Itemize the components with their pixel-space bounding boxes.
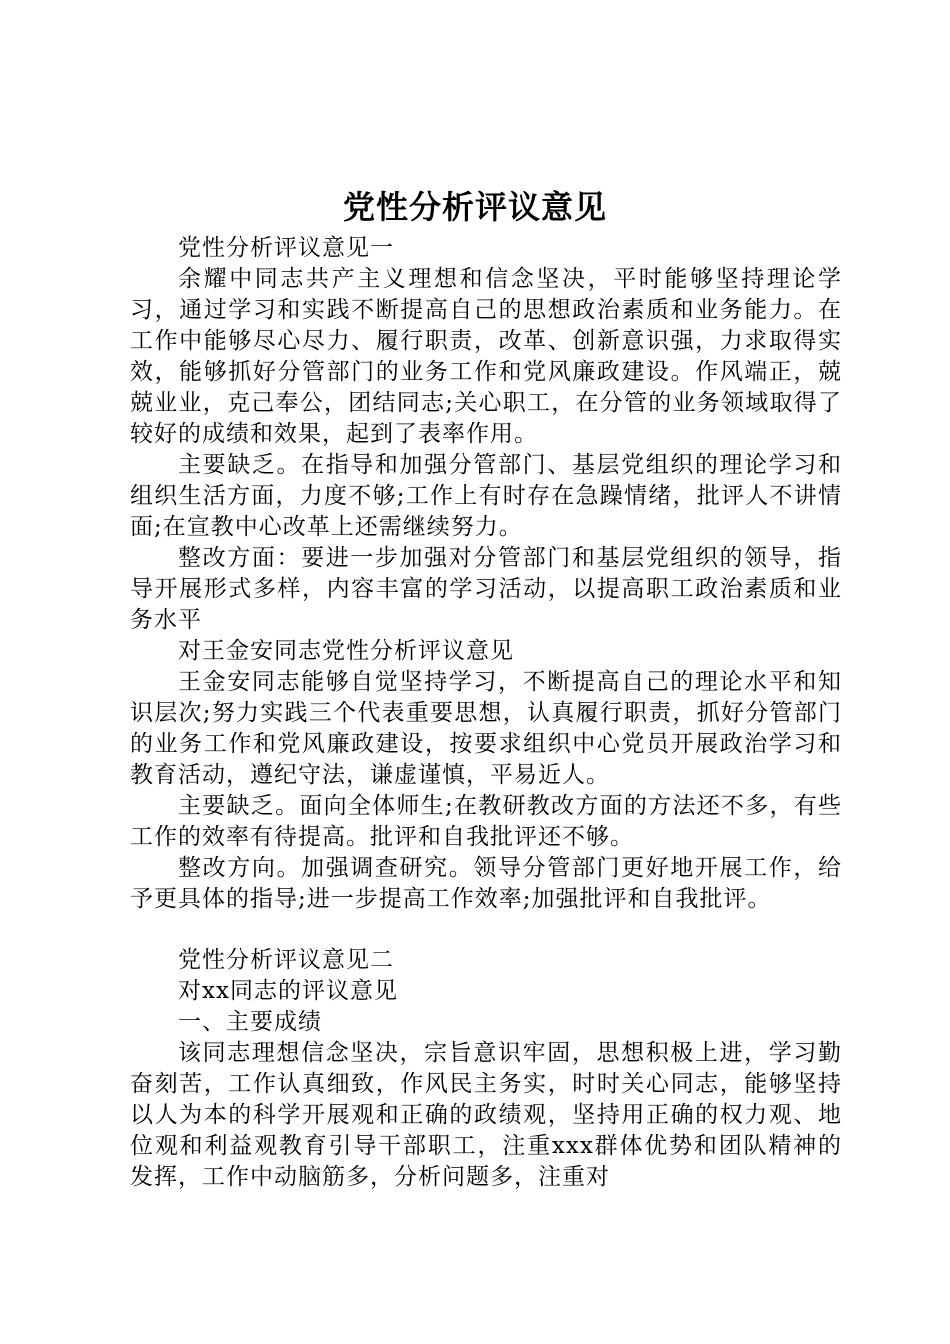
subheading-xx: 对xx同志的评议意见: [178, 978, 398, 1004]
section-heading-2: 党性分析评议意见二: [178, 947, 394, 973]
subheading-main-achievements: 一、主要成绩: [178, 1009, 322, 1035]
paragraph-yu-shortcomings: 主要缺乏。在指导和加强分管部门、基层党组织的理论学习和组织生活方面，力度不够;工作上有时存在急躁情绪，批评人不讲情面;在宣教中心改革上还需继续努力。: [130, 452, 842, 540]
subheading-wang: 对王金安同志党性分析评议意见: [178, 638, 514, 664]
document-title: 党性分析评议意见: [342, 188, 607, 226]
section-spacer: [130, 915, 842, 945]
paragraph-wang-shortcomings: 主要缺乏。面向全体师生;在教研教改方面的方法还不多，有些工作的效率有待提高。批评和自我批评还不够。: [130, 793, 842, 850]
paragraph-wang-assessment: 王金安同志能够自觉坚持学习，不断提高自己的理论水平和知识层次;努力实践三个代表重要思想，认真履行职责，抓好分管部门的业务工作和党风廉政建设，按要求组织中心党员开展政治学习和教育活动，遵纪守法，谦虚谨慎，平易近人。: [130, 669, 842, 788]
document-body: [130, 233, 842, 1193]
paragraph-xx-assessment: 该同志理想信念坚决，宗旨意识牢固，思想积极上进，学习勤奋刻苦，工作认真细致，作风民主务实，时时关心同志，能够坚持以人为本的科学开展观和正确的政绩观，坚持用正确的权力观、地位观和利益观教育引导干部职工，注重xxx群体优势和团队精神的发挥，工作中动脑筋多，分析问题多，注重对: [130, 1040, 842, 1190]
paragraph-yu-rectification: 整改方面：要进一步加强对分管部门和基层党组织的领导，指导开展形式多样，内容丰富的学习活动，以提高职工政治素质和业务水平: [130, 545, 842, 633]
paragraph-yu-assessment: 余耀中同志共产主义理想和信念坚决，平时能够坚持理论学习，通过学习和实践不断提高自己的思想政治素质和业务能力。在工作中能够尽心尽力、履行职责，改革、创新意识强，力求取得实效，能够抓好分管部门的业务工作和党风廉政建设。作风端正，兢兢业业，克己奉公，团结同志;关心职工，在分管的业务领域取得了较好的成绩和效果，起到了表率作用。: [130, 266, 842, 447]
paragraph-wang-rectification: 整改方向。加强调查研究。领导分管部门更好地开展工作，给予更具体的指导;进一步提高工作效率;加强批评和自我批评。: [130, 855, 842, 912]
section-heading-1: 党性分析评议意见一: [178, 235, 394, 261]
